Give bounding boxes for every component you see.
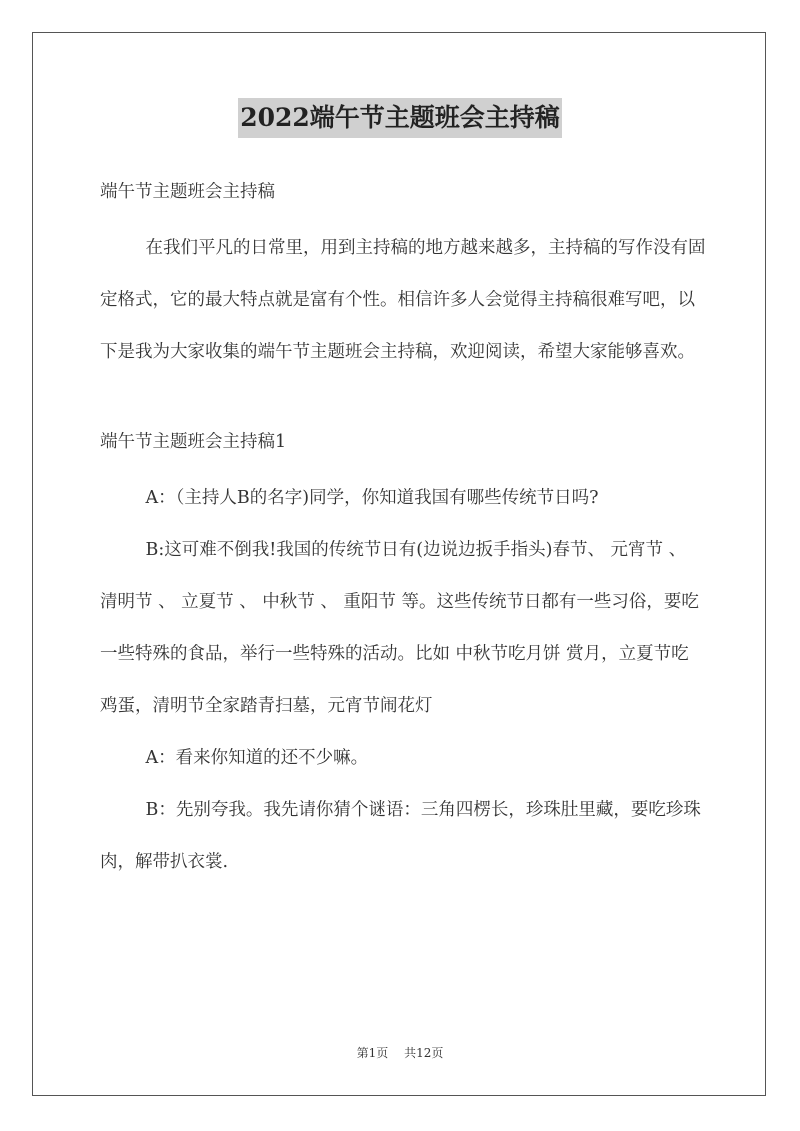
page-footer [0,1044,800,1061]
section-heading: 端午节主题班会主持稿1 [100,432,287,452]
page-number: 第1页 [356,1046,389,1060]
dialogue-line: B：先别夸我。我先请你猜个谜语：三角四楞长，珍珠肚里藏，要吃珍珠肉，解带扒衣裳. [100,800,701,872]
intro-paragraph: 在我们平凡的日常里，用到主持稿的地方越来越多，主持稿的写作没有固定格式，它的最大特点就是富有个性。相信许多人会觉得主持稿很难写吧，以下是我为大家收集的端午节主题班会主持稿，欢迎阅读，希望大家能够喜欢。 [100,238,706,362]
dialogue-line: A：看来你知道的还不少嘛。 [145,748,369,768]
document-body [100,166,706,888]
dialogue-line: B:这可难不倒我!我国的传统节日有(边说边扳手指头)春节、 元宵节 、 清明节 、 立夏节 、 中秋节 、 重阳节 等。这些传统节日都有一些习俗，要吃一些特殊的食品，举行一些特殊的活动。比如 中秋节吃月饼 赏月，立夏节吃鸡蛋，清明节全家踏青扫墓，元宵节闹花灯 [100,540,699,716]
document-title: 2022端午节主题班会主持稿 [238,98,562,138]
page-total: 共12页 [404,1046,444,1060]
dialogue-line: A：（主持人B的名字)同学，你知道我国有哪些传统节日吗? [145,488,599,508]
title-container [0,98,800,138]
subtitle: 端午节主题班会主持稿 [100,182,275,202]
